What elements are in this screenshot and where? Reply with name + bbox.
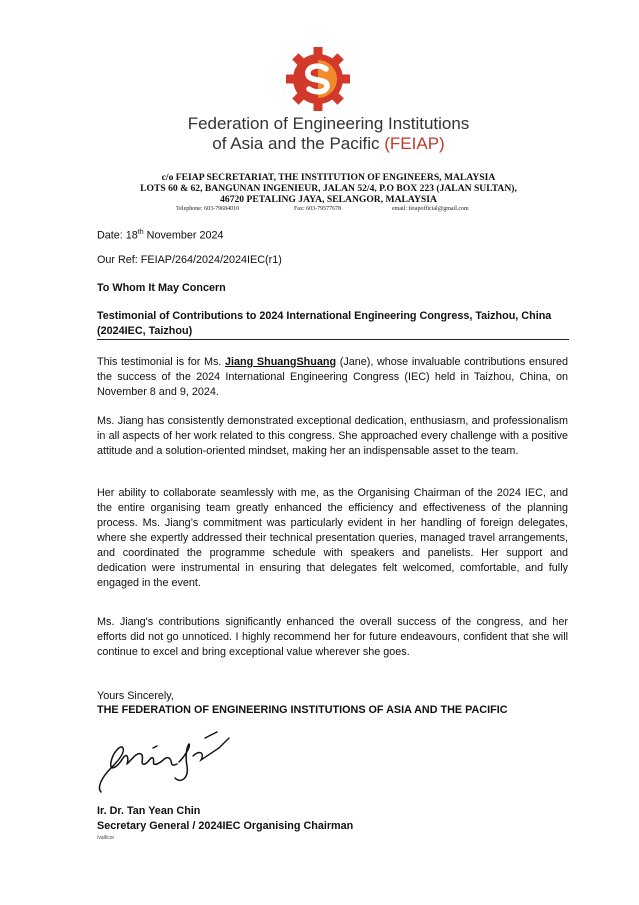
letter-date: [97, 225, 568, 244]
address-line-1: c/o FEIAP SECRETARIAT, THE INSTITUTION OF ENGINEERS, MALAYSIA: [161, 172, 496, 183]
paragraph-3: Her ability to collaborate seamlessly with me, as the Organising Chairman of the 2024 IEC, and the entire organising team greatly enhanced the efficiency and effectiveness of the planning process. Ms. Jiang’s commitment was particularly evident in her handling of foreign delegates, where she expertly addressed their technical presentation queries, managed travel arrangements, and coordinated the programme schedule with speakers and panelists. Her support and dedication were instrumental in ensuring that delegates felt welcomed, comfortable, and fully engaged in the event.: [97, 487, 568, 589]
recipient-name: Jiang ShuangShuang: [225, 356, 337, 368]
paragraph-1-rest: (Jane), whose invaluable contributions ensured the success of the 2024 International Engineering Congress (IEC) held in Taizhou, China, on November 8 and 9, 2024.: [97, 356, 569, 398]
closing: Yours Sincerely,: [97, 690, 174, 702]
date-ordinal: th: [137, 229, 144, 236]
org-name-line1: Federation of Engineering Institutions: [187, 114, 470, 133]
letter-subject: Testimonial of Contributions to 2024 International Engineering Congress, Taizhou, China (2024IEC, Taizhou): [97, 310, 552, 337]
signer-title: Secretary General / 2024IEC Organising Chairman: [97, 820, 354, 832]
signer-name: Ir. Dr. Tan Yean Chin: [97, 805, 201, 817]
email: email: feiapofficial@gmail.com: [392, 206, 469, 212]
org-name-line2: [0, 134, 639, 154]
fax: Fax: 603-79577678: [294, 206, 342, 212]
reference-number: Our Ref: FEIAP/264/2024/2024IEC(r1): [97, 254, 282, 266]
address-line-2: LOTS 60 & 62, BANGUNAN INGENIEUR, JALAN 52/4, P.O BOX 223 (JALAN SULTAN),: [140, 183, 517, 194]
closing-organization: THE FEDERATION OF ENGINEERING INSTITUTIONS OF ASIA AND THE PACIFIC: [97, 704, 508, 716]
telephone: Telephone: 603-79684010: [176, 206, 240, 212]
subject-divider: [97, 339, 569, 340]
reference-code: /vall/cor: [97, 835, 115, 841]
paragraph-2: Ms. Jiang has consistently demonstrated exceptional dedication, enthusiasm, and professionalism in all aspects of her work related to this congress. She approached every challenge with a positive attitude and a solution-oriented mindset, making her an indispensable asset to the team.: [97, 415, 568, 457]
org-abbreviation: (FEIAP): [384, 134, 445, 153]
salutation: To Whom It May Concern: [97, 282, 226, 294]
address-line-3: 46720 PETALING JAYA, SELANGOR, MALAYSIA: [220, 194, 437, 205]
paragraph-1-intro: This testimonial is for Ms.: [97, 356, 226, 368]
paragraph-1: [97, 355, 568, 400]
paragraph-4: Ms. Jiang's contributions significantly enhanced the overall success of the congress, and her efforts did not go unnoticed. I highly recommend her for future endeavours, confident that she will continue to excel and bring exceptional value wherever she goes.: [97, 616, 568, 658]
signature-icon: [95, 722, 235, 800]
date-suffix: November 2024: [143, 229, 224, 242]
feiap-logo-icon: [285, 46, 351, 112]
date-prefix: Date: 18: [97, 229, 138, 242]
org-name-main: of Asia and the Pacific: [212, 134, 385, 153]
